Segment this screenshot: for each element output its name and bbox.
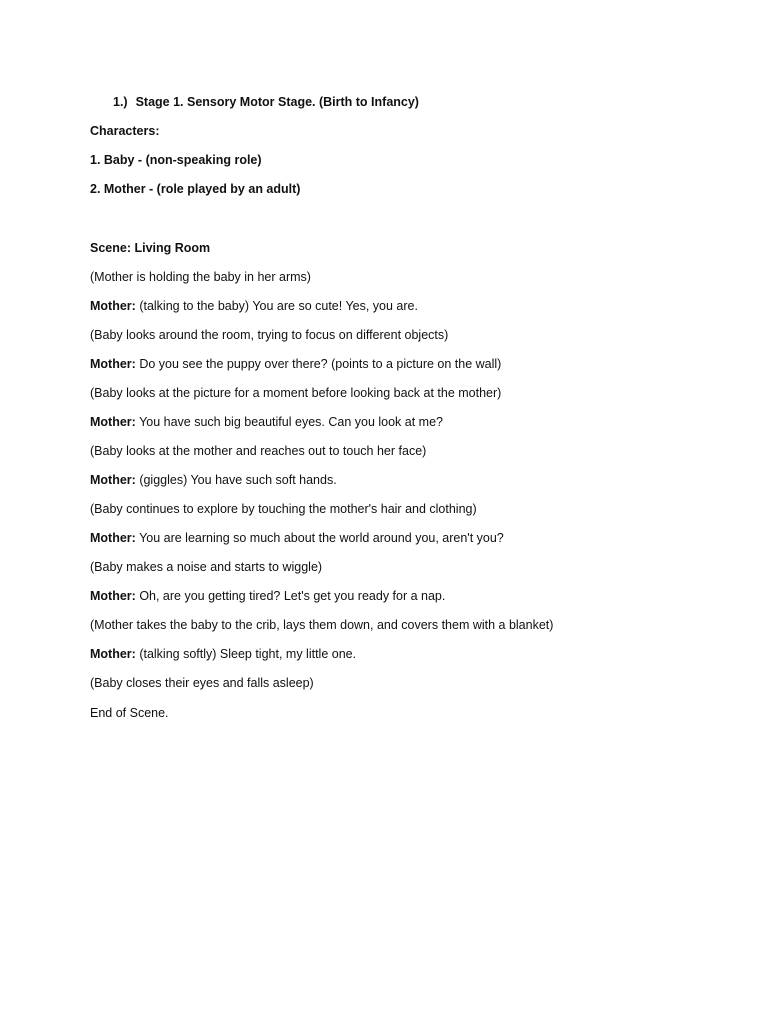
dialogue-line [90,646,356,662]
stage-direction [90,617,553,633]
speaker-label: Mother: [90,473,136,487]
stage-direction [90,269,311,285]
dialogue-line [90,588,445,604]
line-text: Oh, are you getting tired? Let's get you ready for a nap. [139,589,446,603]
speaker-label: Mother: [90,589,136,603]
line-text: (Baby continues to explore by touching the mother's hair and clothing) [90,502,477,516]
line-text: (Baby looks at the mother and reaches out to touch her face) [90,444,427,458]
line-text: (Mother takes the baby to the crib, lays them down, and covers them with a blanket) [90,618,554,632]
speaker-label: Mother: [90,531,136,545]
character-item-baby: 1. Baby - (non-speaking role) [90,153,262,167]
dialogue-line [90,414,443,430]
line-text: (Baby looks around the room, trying to focus on different objects) [90,328,449,342]
end-of-scene: End of Scene. [90,706,169,720]
line-text: (giggles) You have such soft hands. [139,473,337,487]
line-text: (talking softly) Sleep tight, my little one. [139,647,357,661]
character-item-mother: 2. Mother - (role played by an adult) [90,182,301,196]
stage-direction [90,443,426,459]
speaker-label: Mother: [90,299,136,313]
line-text: (Baby closes their eyes and falls asleep) [90,676,314,690]
stage-heading [113,94,419,110]
speaker-label: Mother: [90,647,136,661]
dialogue-line [90,530,504,546]
stage-direction [90,385,501,401]
speaker-label: Mother: [90,357,136,371]
dialogue-line [90,356,501,372]
stage-direction [90,327,448,343]
line-text: Do you see the puppy over there? (points to a picture on the wall) [139,357,502,371]
stage-direction [90,675,314,691]
line-text: (Baby makes a noise and starts to wiggle) [90,560,323,574]
line-text: (Baby looks at the picture for a moment before looking back at the mother) [90,386,502,400]
dialogue-line [90,472,337,488]
line-text: You are learning so much about the world around you, aren't you? [139,531,504,545]
line-text: (Mother is holding the baby in her arms) [90,270,311,284]
characters-title: Characters: [90,124,160,138]
dialogue-line [90,298,418,314]
heading-number: 1.) [113,95,128,109]
line-text: You have such big beautiful eyes. Can you look at me? [139,415,443,429]
scene-title: Scene: Living Room [90,241,211,255]
stage-direction [90,559,322,575]
line-text: (talking to the baby) You are so cute! Yes, you are. [139,299,418,313]
stage-direction [90,501,477,517]
speaker-label: Mother: [90,415,136,429]
heading-text: Stage 1. Sensory Motor Stage. (Birth to Infancy) [135,95,419,109]
